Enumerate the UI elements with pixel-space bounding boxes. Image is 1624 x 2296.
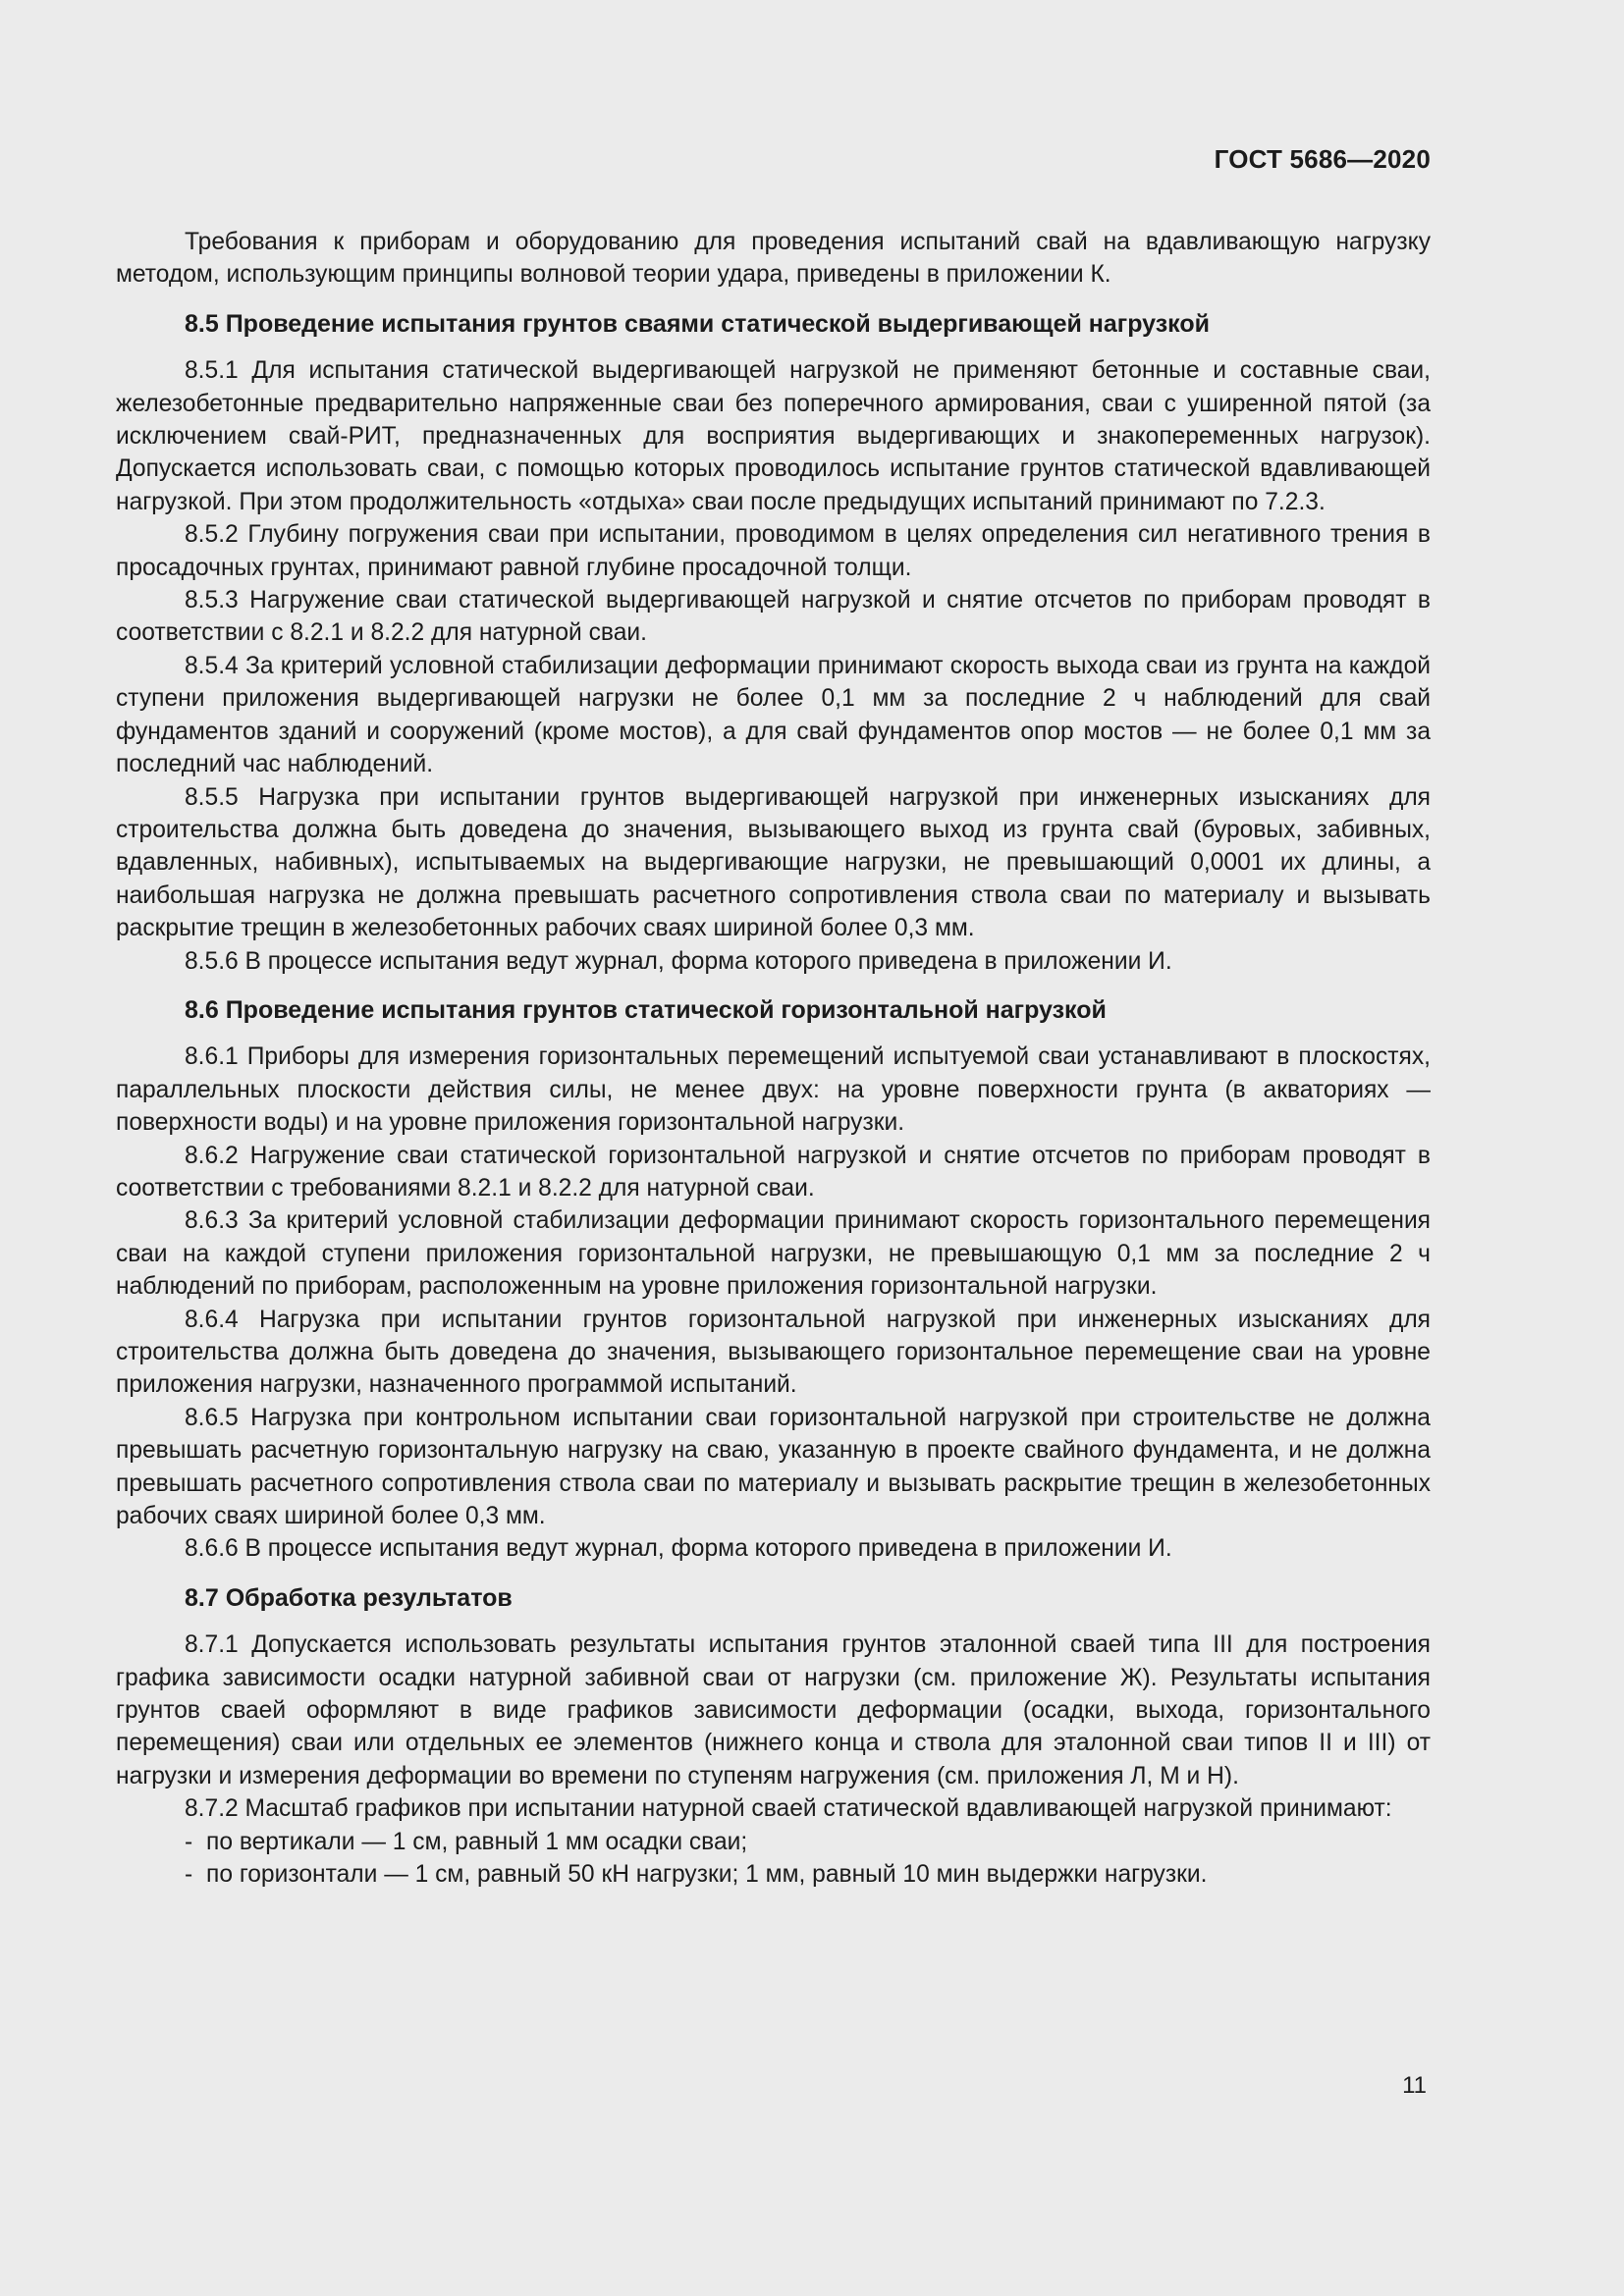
list-item-text: по вертикали — 1 см, равный 1 мм осадки сваи; [206, 1828, 748, 1855]
list-item-horizontal-scale [185, 1858, 1431, 1891]
section-heading-8-7: 8.7 Обработка результатов [185, 1583, 513, 1612]
paragraph-8-5-6: 8.5.6 В процессе испытания ведут журнал, форма которого приведена в приложении И. [185, 947, 1172, 975]
page-number: 11 [1402, 2072, 1427, 2099]
paragraph-8-6-6: 8.6.6 В процессе испытания ведут журнал, форма которого приведена в приложении И. [185, 1535, 1172, 1563]
paragraph-8-6-2: 8.6.2 Нагружение сваи статической горизонтальной нагрузкой и снятие отсчетов по приборам проводят в соответствии с требованиями 8.2.1 и 8.2.2 для натурной сваи. [116, 1142, 1431, 1201]
paragraph-8-5-2: 8.5.2 Глубину погружения сваи при испытании, проводимом в целях определения сил негативного трения в просадочных грунтах, принимают равной глубине просадочной толщи. [116, 521, 1431, 581]
list-item-vertical-scale [185, 1826, 1431, 1858]
section-heading-8-6: 8.6 Проведение испытания грунтов статической горизонтальной нагрузкой [185, 995, 1107, 1024]
list-dash: - [185, 1828, 193, 1855]
list-dash: - [185, 1861, 193, 1889]
paragraph-8-5-5: 8.5.5 Нагрузка при испытании грунтов выдергивающей нагрузкой при инженерных изысканиях для строительства должна быть доведена до значения, вызывающего выход из грунта свай (буровых, забивных, вдавленных, набивных), испытываемых на выдергивающие нагрузки, не превышающий 0,0001 их длины, а наибольшая нагрузка не должна превышать расчетного сопротивления ствола сваи по материалу и вызывать раскрытие трещин в железобетонных рабочих сваях шириной более 0,3 мм. [116, 783, 1431, 942]
list-item-text: по горизонтали — 1 см, равный 50 кН нагрузки; 1 мм, равный 10 мин выдержки нагрузки. [206, 1861, 1208, 1889]
intro-paragraph: Требования к приборам и оборудованию для проведения испытаний свай на вдавливающую нагрузку методом, использующим принципы волновой теории удара, приведены в приложении К. [116, 229, 1431, 289]
section-heading-8-5: 8.5 Проведение испытания грунтов сваями статической выдергивающей нагрузкой [185, 309, 1210, 338]
paragraph-8-5-3: 8.5.3 Нагружение сваи статической выдергивающей нагрузкой и снятие отсчетов по приборам проводят в соответствии с 8.2.1 и 8.2.2 для натурной сваи. [116, 587, 1431, 647]
page-body [116, 226, 1431, 1892]
paragraph-8-7-2: 8.7.2 Масштаб графиков при испытании натурной сваей статической вдавливающей нагрузкой принимают: [185, 1795, 1392, 1823]
document-header: ГОСТ 5686—2020 [1214, 144, 1431, 174]
paragraph-8-5-1: 8.5.1 Для испытания статической выдергивающей нагрузкой не применяют бетонные и составные сваи, железобетонные предварительно напряженные сваи без поперечного армирования, сваи с уширенной пятой (за исключением свай-РИТ, предназначенных для восприятия выдергивающих и знакопеременных нагрузок). Допускается использовать сваи, с помощью которых проводилось испытание грунтов статической вдавливающей нагрузкой. При этом продолжительность «отдыха» сваи после предыдущих испытаний принимают по 7.2.3. [116, 357, 1431, 515]
paragraph-8-6-4: 8.6.4 Нагрузка при испытании грунтов горизонтальной нагрузкой при инженерных изысканиях для строительства должна быть доведена до значения, вызывающего горизонтальное перемещение сваи на уровне приложения нагрузки, назначенного программой испытаний. [116, 1306, 1431, 1399]
paragraph-8-6-1: 8.6.1 Приборы для измерения горизонтальных перемещений испытуемой сваи устанавливают в плоскостях, параллельных плоскости действия силы, не менее двух: на уровне поверхности грунта (в акваториях — поверхности воды) и на уровне приложения горизонтальной нагрузки. [116, 1043, 1431, 1137]
paragraph-8-7-1: 8.7.1 Допускается использовать результаты испытания грунтов эталонной сваей типа III для построения графика зависимости осадки натурной забивной сваи от нагрузки (см. приложение Ж). Результаты испытания грунтов сваей оформляют в виде графиков зависимости деформации (осадки, выхода, горизонтального перемещения) сваи или отдельных ее элементов (нижнего конца и ствола для эталонной сваи типов II и III) от нагрузки и измерения деформации во времени по ступеням нагружения (см. приложения Л, М и Н). [116, 1631, 1431, 1789]
paragraph-8-6-5: 8.6.5 Нагрузка при контрольном испытании сваи горизонтальной нагрузкой при строительстве не должна превышать расчетную горизонтальную нагрузку на сваю, указанную в проекте свайного фундамента, и не должна превышать расчетного сопротивления ствола сваи по материалу и вызывать раскрытие трещин в железобетонных рабочих сваях шириной более 0,3 мм. [116, 1404, 1431, 1530]
paragraph-8-5-4: 8.5.4 За критерий условной стабилизации деформации принимают скорость выхода сваи из грунта на каждой ступени приложения выдергивающей нагрузки не более 0,1 мм за последние 2 ч наблюдений для свай фундаментов зданий и сооружений (кроме мостов), а для свай фундаментов опор мостов — не более 0,1 мм за последний час наблюдений. [116, 652, 1431, 778]
paragraph-8-6-3: 8.6.3 За критерий условной стабилизации деформации принимают скорость горизонтального перемещения сваи на каждой ступени приложения горизонтальной нагрузки, не превышающую 0,1 мм за последние 2 ч наблюдений по приборам, расположенным на уровне приложения горизонтальной нагрузки. [116, 1207, 1431, 1301]
